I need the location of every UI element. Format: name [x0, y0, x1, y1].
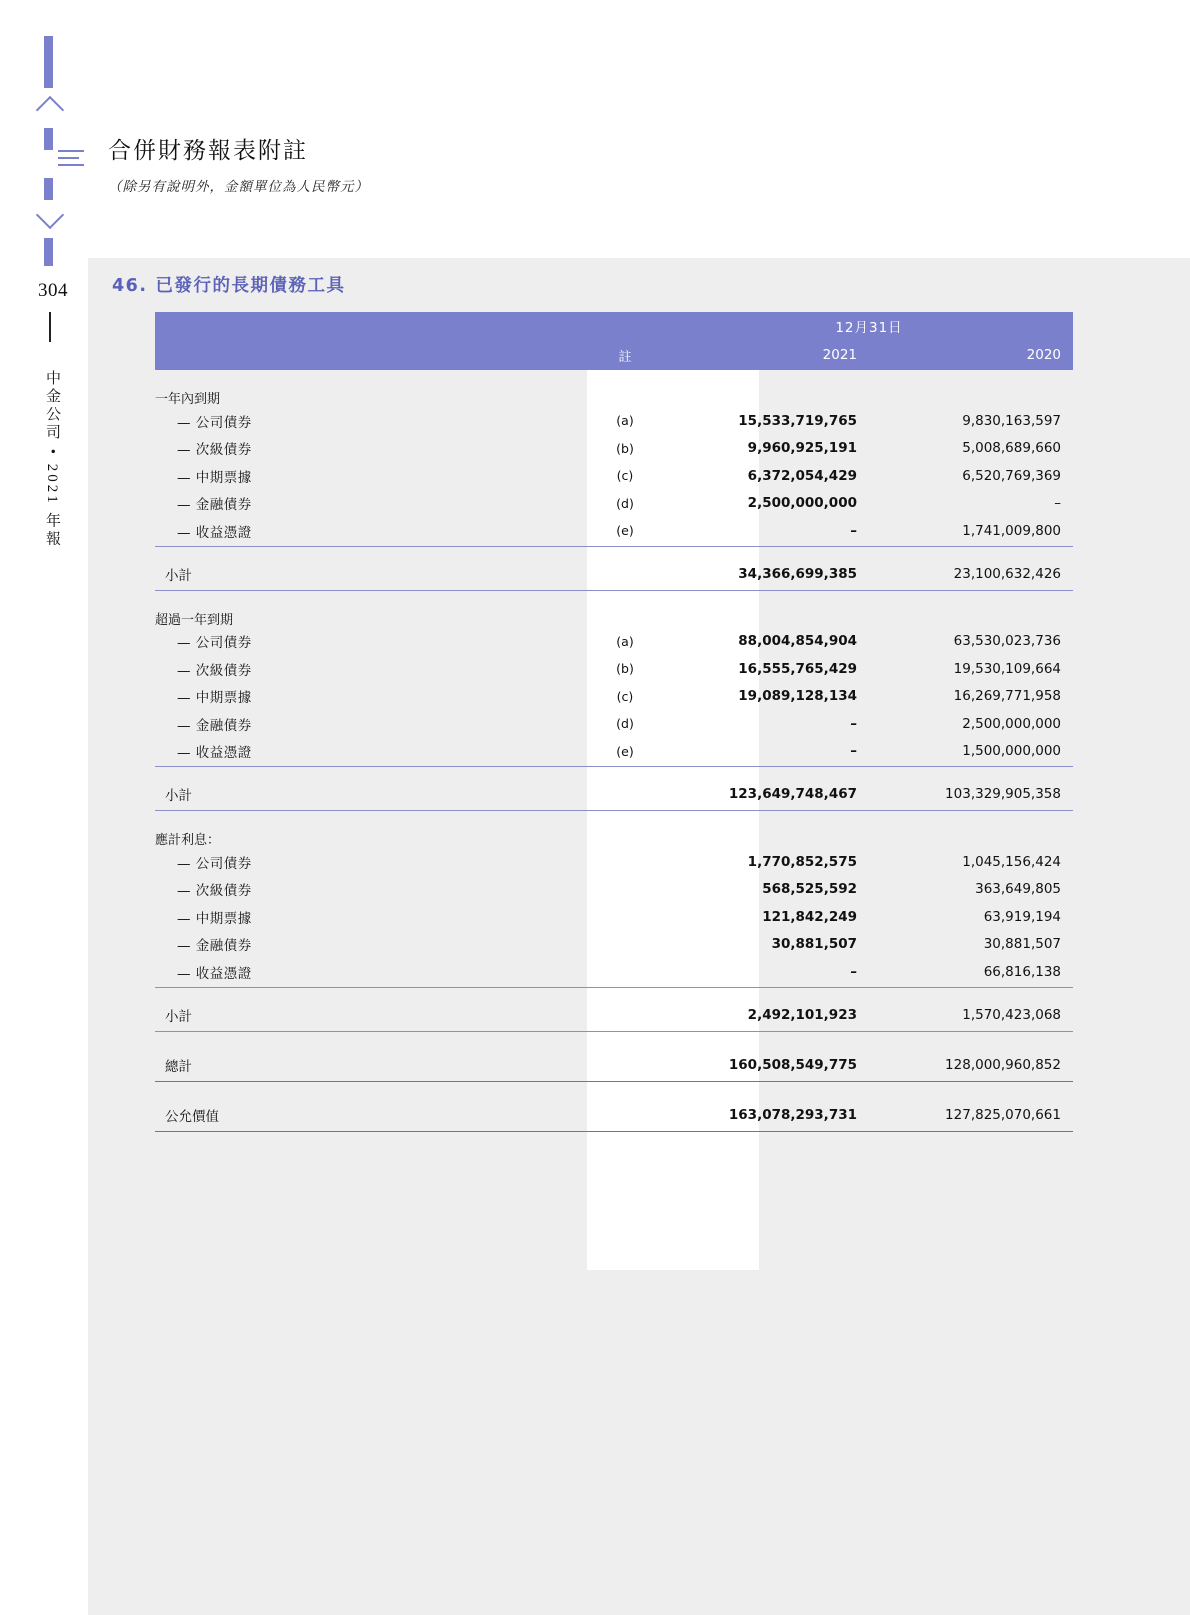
- row-note-ref: [585, 903, 665, 931]
- fair-value-2021: 163,078,293,731: [728, 1106, 857, 1123]
- row-value-2021: 15,533,719,765: [738, 412, 857, 429]
- spacer-cell: [155, 987, 585, 1000]
- menu-lines-icon: [58, 150, 84, 171]
- row-note-ref: [585, 958, 665, 986]
- subtotal-note: [585, 1000, 665, 1030]
- table-note-header: 註: [585, 340, 665, 370]
- table-row: [155, 435, 1073, 463]
- section-title: 已發行的長期債務工具: [155, 276, 346, 296]
- spacer-row: [155, 767, 1073, 780]
- table-row: [155, 903, 1073, 931]
- spacer-cell: [665, 1081, 869, 1100]
- table-row: [155, 683, 1073, 711]
- row-label: — 次級債券: [177, 662, 252, 679]
- row-label: — 次級債券: [177, 883, 252, 900]
- subtotal-note: [585, 779, 665, 809]
- long-term-debt-table-wrapper: [155, 312, 1073, 1132]
- row-value-2020: 363,649,805: [975, 881, 1061, 898]
- row-value-2020: 2,500,000,000: [962, 715, 1061, 732]
- spacer-cell: [585, 370, 665, 388]
- spacer-cell: [665, 546, 869, 559]
- row-value-2021: 2,500,000,000: [747, 495, 857, 512]
- row-label: — 中期票據: [177, 469, 252, 486]
- row-value-2020: –: [1054, 495, 1061, 512]
- table-row: [155, 848, 1073, 876]
- spacer-cell: [869, 987, 1073, 1000]
- spacer-cell: [665, 987, 869, 1000]
- subtotal-value-2020: 23,100,632,426: [953, 565, 1061, 582]
- fair-value-row: [155, 1100, 1073, 1130]
- row-label: — 次級債券: [177, 442, 252, 459]
- row-value-2021: 16,555,765,429: [738, 660, 857, 677]
- row-note-ref: (d): [616, 716, 634, 732]
- spacer-cell: [869, 1031, 1073, 1050]
- table-row: [155, 407, 1073, 435]
- row-value-2020: 1,741,009,800: [962, 522, 1061, 539]
- row-note-ref: (e): [616, 523, 634, 539]
- page-number-rule: [49, 312, 51, 342]
- subtotal-note: [585, 559, 665, 589]
- table-header-date-row: [155, 312, 1073, 340]
- table-row: [155, 710, 1073, 738]
- row-value-2020: 66,816,138: [983, 963, 1061, 980]
- section-number: 46.: [112, 276, 148, 296]
- spacer-cell: [665, 590, 869, 609]
- row-note-ref: [585, 876, 665, 904]
- spacer-cell: [585, 1081, 665, 1100]
- total-value-2020: 128,000,960,852: [945, 1056, 1061, 1073]
- row-value-2020: 1,500,000,000: [962, 743, 1061, 760]
- spacer-cell: [869, 370, 1073, 388]
- row-value-2021: 1,770,852,575: [747, 853, 857, 870]
- fair-value-2020: 127,825,070,661: [945, 1106, 1061, 1123]
- group-heading-row: [155, 388, 1073, 407]
- spacer-cell: [665, 1031, 869, 1050]
- table-year-current-header: 2021: [665, 340, 869, 370]
- row-value-2020: 63,919,194: [983, 908, 1061, 925]
- spacer-cell: [585, 546, 665, 559]
- spacer-cell: [155, 811, 585, 830]
- spacer-cell: [869, 767, 1073, 780]
- spacer-cell: [155, 546, 585, 559]
- row-note-ref: (b): [616, 661, 634, 677]
- row-note-ref: (b): [616, 440, 634, 456]
- spacer-row: [155, 1031, 1073, 1050]
- subtotal-label: 小計: [165, 567, 192, 584]
- row-label: — 收益憑證: [177, 524, 252, 541]
- chevron-up-icon: [36, 96, 64, 124]
- page-title: 合併財務報表附註: [108, 138, 308, 164]
- rail-bar-decoration: [44, 178, 53, 200]
- row-value-2020: 6,520,769,369: [962, 467, 1061, 484]
- fair-value-note: [585, 1100, 665, 1130]
- row-note-ref: (d): [616, 495, 634, 511]
- row-value-2021: 19,089,128,134: [738, 688, 857, 705]
- total-label: 總計: [165, 1058, 192, 1075]
- spacer-cell: [585, 811, 665, 830]
- row-note-ref: (c): [616, 688, 634, 704]
- row-value-2020: 5,008,689,660: [962, 440, 1061, 457]
- vertical-running-title: 中金公司 • 2021 年報: [44, 370, 60, 549]
- long-term-debt-table: [155, 312, 1073, 1132]
- spacer-row: [155, 811, 1073, 830]
- row-label: — 中期票據: [177, 910, 252, 927]
- total-value-2021: 160,508,549,775: [728, 1056, 857, 1073]
- spacer-row: [155, 370, 1073, 388]
- subtotal-row: [155, 779, 1073, 809]
- table-row: [155, 628, 1073, 656]
- spacer-cell: [869, 590, 1073, 609]
- rule-cell: [155, 1130, 585, 1132]
- rail-bar-decoration: [44, 238, 53, 266]
- row-value-2020: 16,269,771,958: [953, 688, 1061, 705]
- row-value-2021: –: [850, 715, 857, 732]
- row-value-2021: 121,842,249: [762, 908, 857, 925]
- row-label: — 金融債券: [177, 717, 252, 734]
- spacer-row: [155, 987, 1073, 1000]
- page-number: 304: [38, 280, 68, 301]
- row-value-2020: 30,881,507: [983, 936, 1061, 953]
- table-year-prior-header: 2020: [869, 340, 1073, 370]
- spacer-cell: [155, 370, 585, 388]
- subtotal-value-2021: 34,366,699,385: [738, 565, 857, 582]
- spacer-cell: [155, 590, 585, 609]
- row-label: — 公司債券: [177, 855, 252, 872]
- fair-value-label: 公允價值: [165, 1108, 219, 1125]
- row-value-2021: 9,960,925,191: [747, 440, 857, 457]
- rail-bar-decoration: [44, 128, 53, 150]
- spacer-cell: [155, 1081, 585, 1100]
- row-label: — 金融債券: [177, 497, 252, 514]
- row-note-ref: (e): [616, 743, 634, 759]
- row-note-ref: [585, 848, 665, 876]
- row-value-2020: 63,530,023,736: [953, 633, 1061, 650]
- table-date-header: 12月31日: [665, 312, 1073, 340]
- table-row: [155, 931, 1073, 959]
- group-heading: 一年內到期: [155, 392, 221, 407]
- table-row: [155, 876, 1073, 904]
- rule-cell: [585, 1130, 665, 1132]
- document-header: [108, 132, 908, 195]
- row-note-ref: (a): [616, 413, 634, 429]
- row-value-2020: 1,045,156,424: [962, 853, 1061, 870]
- row-label: — 公司債券: [177, 635, 252, 652]
- spacer-cell: [585, 1031, 665, 1050]
- subtotal-value-2021: 123,649,748,467: [728, 786, 857, 802]
- subtotal-row: [155, 559, 1073, 589]
- spacer-row: [155, 1081, 1073, 1100]
- row-note-ref: [585, 931, 665, 959]
- row-value-2021: 30,881,507: [771, 936, 857, 953]
- row-value-2021: –: [850, 743, 857, 760]
- table-header-year-row: [155, 340, 1073, 370]
- chevron-down-icon: [36, 201, 64, 229]
- group-heading: 超過一年到期: [155, 612, 234, 628]
- row-label: — 中期票據: [177, 690, 252, 707]
- group-heading-row: [155, 609, 1073, 628]
- subtotal-value-2020: 103,329,905,358: [945, 786, 1061, 802]
- row-note-ref: (c): [616, 468, 634, 484]
- spacer-cell: [665, 370, 869, 388]
- row-value-2021: 88,004,854,904: [738, 633, 857, 650]
- spacer-cell: [869, 811, 1073, 830]
- spacer-cell: [155, 1031, 585, 1050]
- spacer-cell: [665, 811, 869, 830]
- total-note: [585, 1050, 665, 1080]
- page-subtitle: （除另有說明外，金額單位為人民幣元）: [108, 179, 369, 195]
- left-margin-rail: [0, 0, 88, 1615]
- row-value-2020: 19,530,109,664: [953, 660, 1061, 677]
- spacer-cell: [869, 546, 1073, 559]
- row-label: — 收益憑證: [177, 745, 252, 762]
- spacer-cell: [585, 987, 665, 1000]
- subtotal-value-2020: 1,570,423,068: [962, 1006, 1061, 1023]
- row-value-2020: 9,830,163,597: [962, 412, 1061, 429]
- row-label: — 收益憑證: [177, 965, 252, 982]
- table-row: [155, 738, 1073, 766]
- row-note-ref: (a): [616, 633, 634, 649]
- subtotal-label: 小計: [165, 788, 192, 804]
- subtotal-label: 小計: [165, 1008, 192, 1025]
- row-value-2021: 568,525,592: [762, 881, 857, 898]
- rule-cell: [665, 1130, 869, 1132]
- table-row: [155, 462, 1073, 490]
- table-rule: [155, 1130, 1073, 1132]
- total-row: [155, 1050, 1073, 1080]
- table-row: [155, 490, 1073, 518]
- row-value-2021: 6,372,054,429: [747, 467, 857, 484]
- group-heading: 應計利息：: [155, 833, 221, 848]
- table-row: [155, 655, 1073, 683]
- row-value-2021: –: [850, 522, 857, 539]
- row-value-2021: –: [850, 963, 857, 980]
- row-label: — 公司債券: [177, 414, 252, 431]
- spacer-cell: [869, 1081, 1073, 1100]
- rail-bar-decoration: [44, 36, 53, 88]
- spacer-row: [155, 546, 1073, 559]
- spacer-cell: [665, 767, 869, 780]
- subtotal-value-2021: 2,492,101,923: [747, 1006, 857, 1023]
- rule-cell: [869, 1130, 1073, 1132]
- subtotal-row: [155, 1000, 1073, 1030]
- row-label: — 金融債券: [177, 938, 252, 955]
- spacer-row: [155, 590, 1073, 609]
- spacer-cell: [585, 590, 665, 609]
- table-row: [155, 958, 1073, 986]
- spacer-cell: [585, 767, 665, 780]
- spacer-cell: [155, 767, 585, 780]
- group-heading-row: [155, 829, 1073, 848]
- section-heading: [112, 272, 346, 297]
- table-row: [155, 517, 1073, 545]
